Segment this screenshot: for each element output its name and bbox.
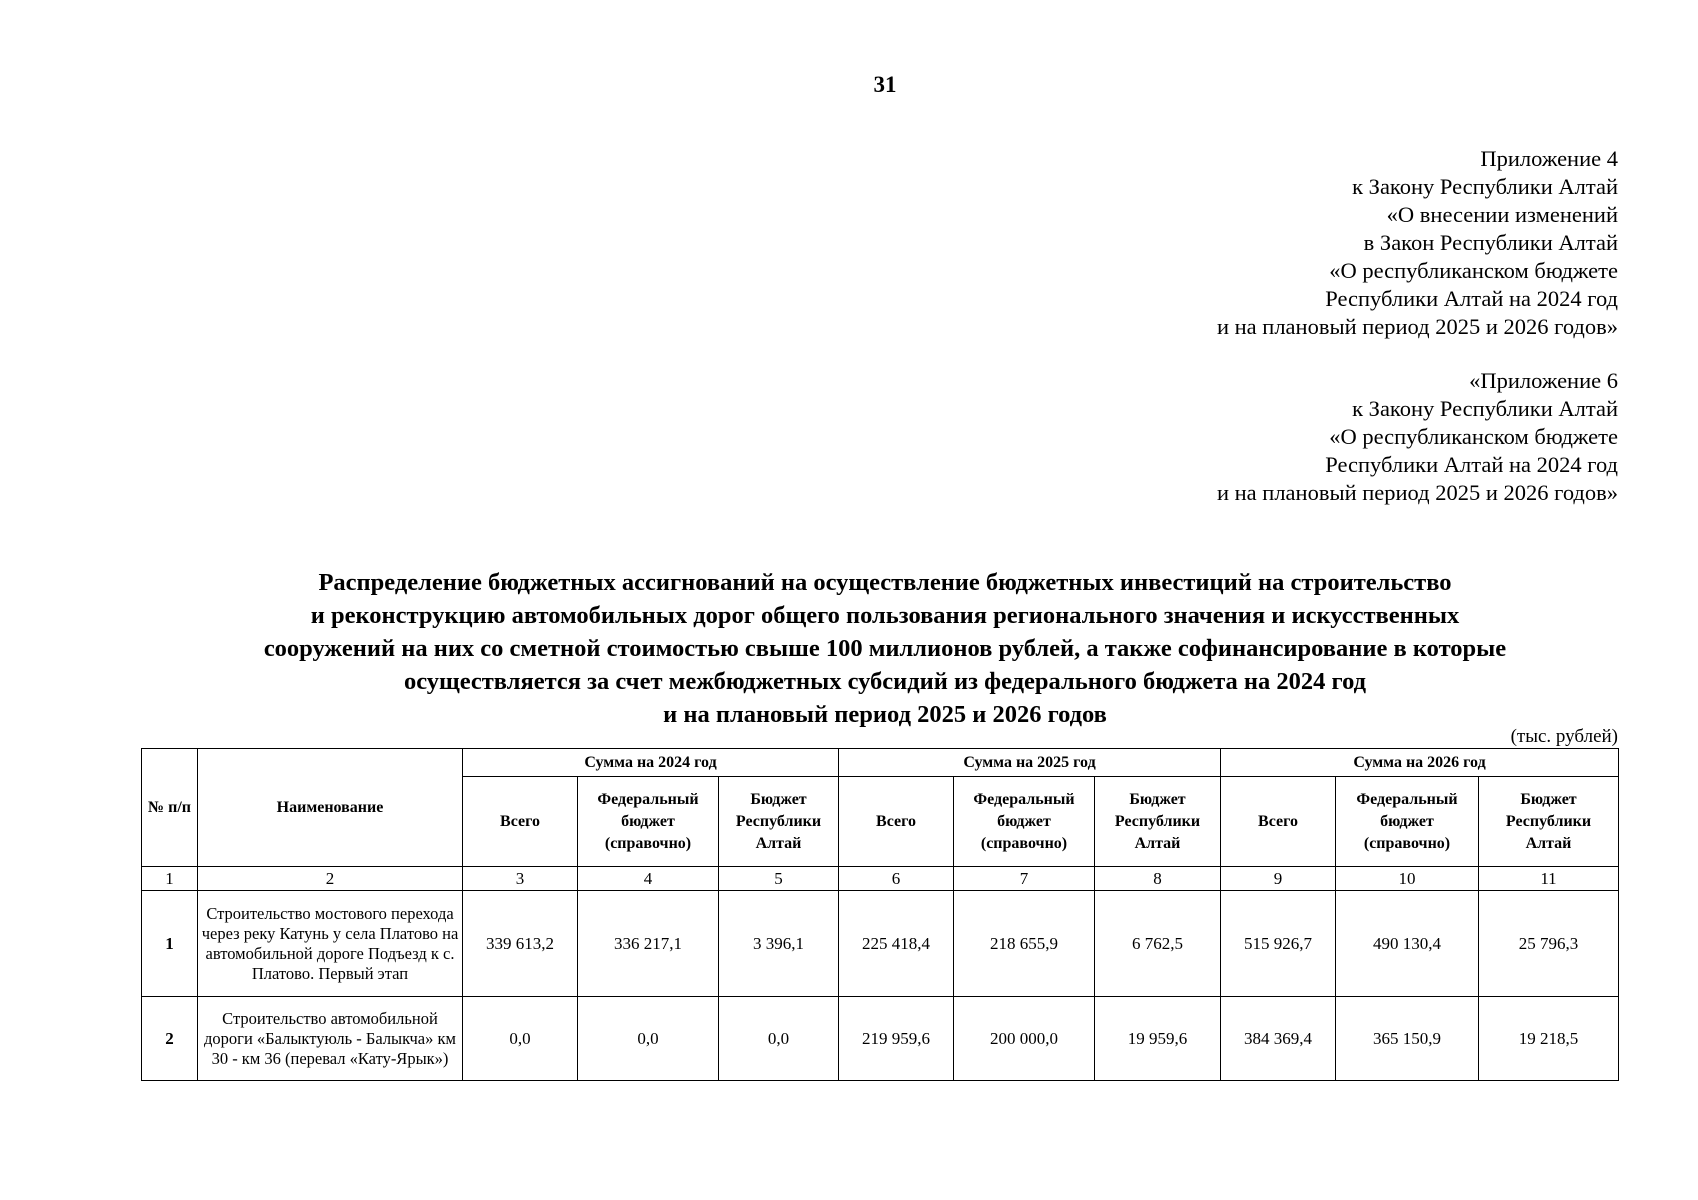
table-row	[142, 891, 1619, 997]
cell-2025-total: 225 418,4	[839, 891, 954, 997]
column-number: 10	[1336, 867, 1479, 891]
column-number: 2	[198, 867, 463, 891]
appendix-line: «О внесении изменений	[1386, 202, 1618, 227]
unit-note: (тыс. рублей)	[1510, 726, 1618, 747]
cell-2025-total: 219 959,6	[839, 997, 954, 1081]
appendix-line: Республики Алтай на 2024 год	[1325, 286, 1618, 311]
appendix-line: Приложение 4	[1480, 146, 1618, 171]
column-number: 9	[1221, 867, 1336, 891]
header-total: Всего	[1221, 777, 1336, 867]
title-line: осуществляется за счет межбюджетных субсидий из федерального бюджета на 2024 год	[403, 668, 1367, 695]
header-year-2026: Сумма на 2026 год	[1221, 749, 1619, 777]
column-number-row	[142, 867, 1619, 891]
cell-2024-republic: 0,0	[719, 997, 839, 1081]
appendix-4-block	[1217, 145, 1618, 341]
row-number: 2	[142, 997, 198, 1081]
title-line: Распределение бюджетных ассигнований на осуществление бюджетных инвестиций на строительство	[318, 569, 1452, 596]
cell-2026-federal: 490 130,4	[1336, 891, 1479, 997]
table-row	[142, 997, 1619, 1081]
budget-table	[141, 748, 1619, 1081]
cell-2026-republic: 25 796,3	[1479, 891, 1619, 997]
appendix-line: «О республиканском бюджете	[1329, 258, 1618, 283]
appendix-line: Республики Алтай на 2024 год	[1325, 452, 1618, 477]
header-republic: Бюджет Республики Алтай	[1095, 777, 1221, 867]
column-number: 3	[463, 867, 578, 891]
cell-2026-total: 515 926,7	[1221, 891, 1336, 997]
appendix-line: к Закону Республики Алтай	[1352, 396, 1618, 421]
header-row-years	[142, 749, 1619, 777]
header-federal: Федеральный бюджет (справочно)	[1336, 777, 1479, 867]
appendix-line: к Закону Республики Алтай	[1352, 174, 1618, 199]
header-no: № п/п	[142, 749, 198, 867]
appendix-line: в Закон Республики Алтай	[1363, 230, 1618, 255]
column-number: 8	[1095, 867, 1221, 891]
appendix-line: «О республиканском бюджете	[1329, 424, 1618, 449]
document-title	[140, 566, 1630, 731]
cell-2026-republic: 19 218,5	[1479, 997, 1619, 1081]
column-number: 1	[142, 867, 198, 891]
appendix-line: «Приложение 6	[1469, 368, 1618, 393]
header-federal: Федеральный бюджет (справочно)	[954, 777, 1095, 867]
cell-2024-republic: 3 396,1	[719, 891, 839, 997]
title-line: и на плановый период 2025 и 2026 годов	[663, 701, 1107, 728]
cell-2024-total: 339 613,2	[463, 891, 578, 997]
column-number: 11	[1479, 867, 1619, 891]
cell-2025-republic: 6 762,5	[1095, 891, 1221, 997]
cell-2024-federal: 0,0	[578, 997, 719, 1081]
cell-2026-federal: 365 150,9	[1336, 997, 1479, 1081]
header-total: Всего	[463, 777, 578, 867]
header-year-2024: Сумма на 2024 год	[463, 749, 839, 777]
header-year-2025: Сумма на 2025 год	[839, 749, 1221, 777]
header-federal: Федеральный бюджет (справочно)	[578, 777, 719, 867]
cell-2024-federal: 336 217,1	[578, 891, 719, 997]
page-number: 31	[873, 72, 897, 97]
appendix-line: и на плановый период 2025 и 2026 годов»	[1216, 480, 1618, 505]
title-line: и реконструкцию автомобильных дорог общего пользования регионального значения и искусственных	[310, 602, 1460, 629]
header-republic: Бюджет Республики Алтай	[1479, 777, 1619, 867]
appendix-6-block	[1217, 367, 1618, 507]
header-republic: Бюджет Республики Алтай	[719, 777, 839, 867]
column-number: 4	[578, 867, 719, 891]
row-name: Строительство автомобильной дороги «Балыктуюль - Балыкча» км 30 - км 36 (перевал «Кату-Ярык»)	[198, 997, 463, 1081]
column-number: 7	[954, 867, 1095, 891]
cell-2025-federal: 200 000,0	[954, 997, 1095, 1081]
row-number: 1	[142, 891, 198, 997]
title-line: сооружений на них со сметной стоимостью свыше 100 миллионов рублей, а также софинансирование в которые	[263, 635, 1507, 662]
appendix-line: и на плановый период 2025 и 2026 годов»	[1216, 314, 1618, 339]
cell-2025-federal: 218 655,9	[954, 891, 1095, 997]
header-name: Наименование	[198, 749, 463, 867]
cell-2024-total: 0,0	[463, 997, 578, 1081]
row-name: Строительство мостового перехода через реку Катунь у села Платово на автомобильной дороге Подъезд к с. Платово. Первый этап	[198, 891, 463, 997]
cell-2025-republic: 19 959,6	[1095, 997, 1221, 1081]
cell-2026-total: 384 369,4	[1221, 997, 1336, 1081]
column-number: 6	[839, 867, 954, 891]
header-total: Всего	[839, 777, 954, 867]
column-number: 5	[719, 867, 839, 891]
